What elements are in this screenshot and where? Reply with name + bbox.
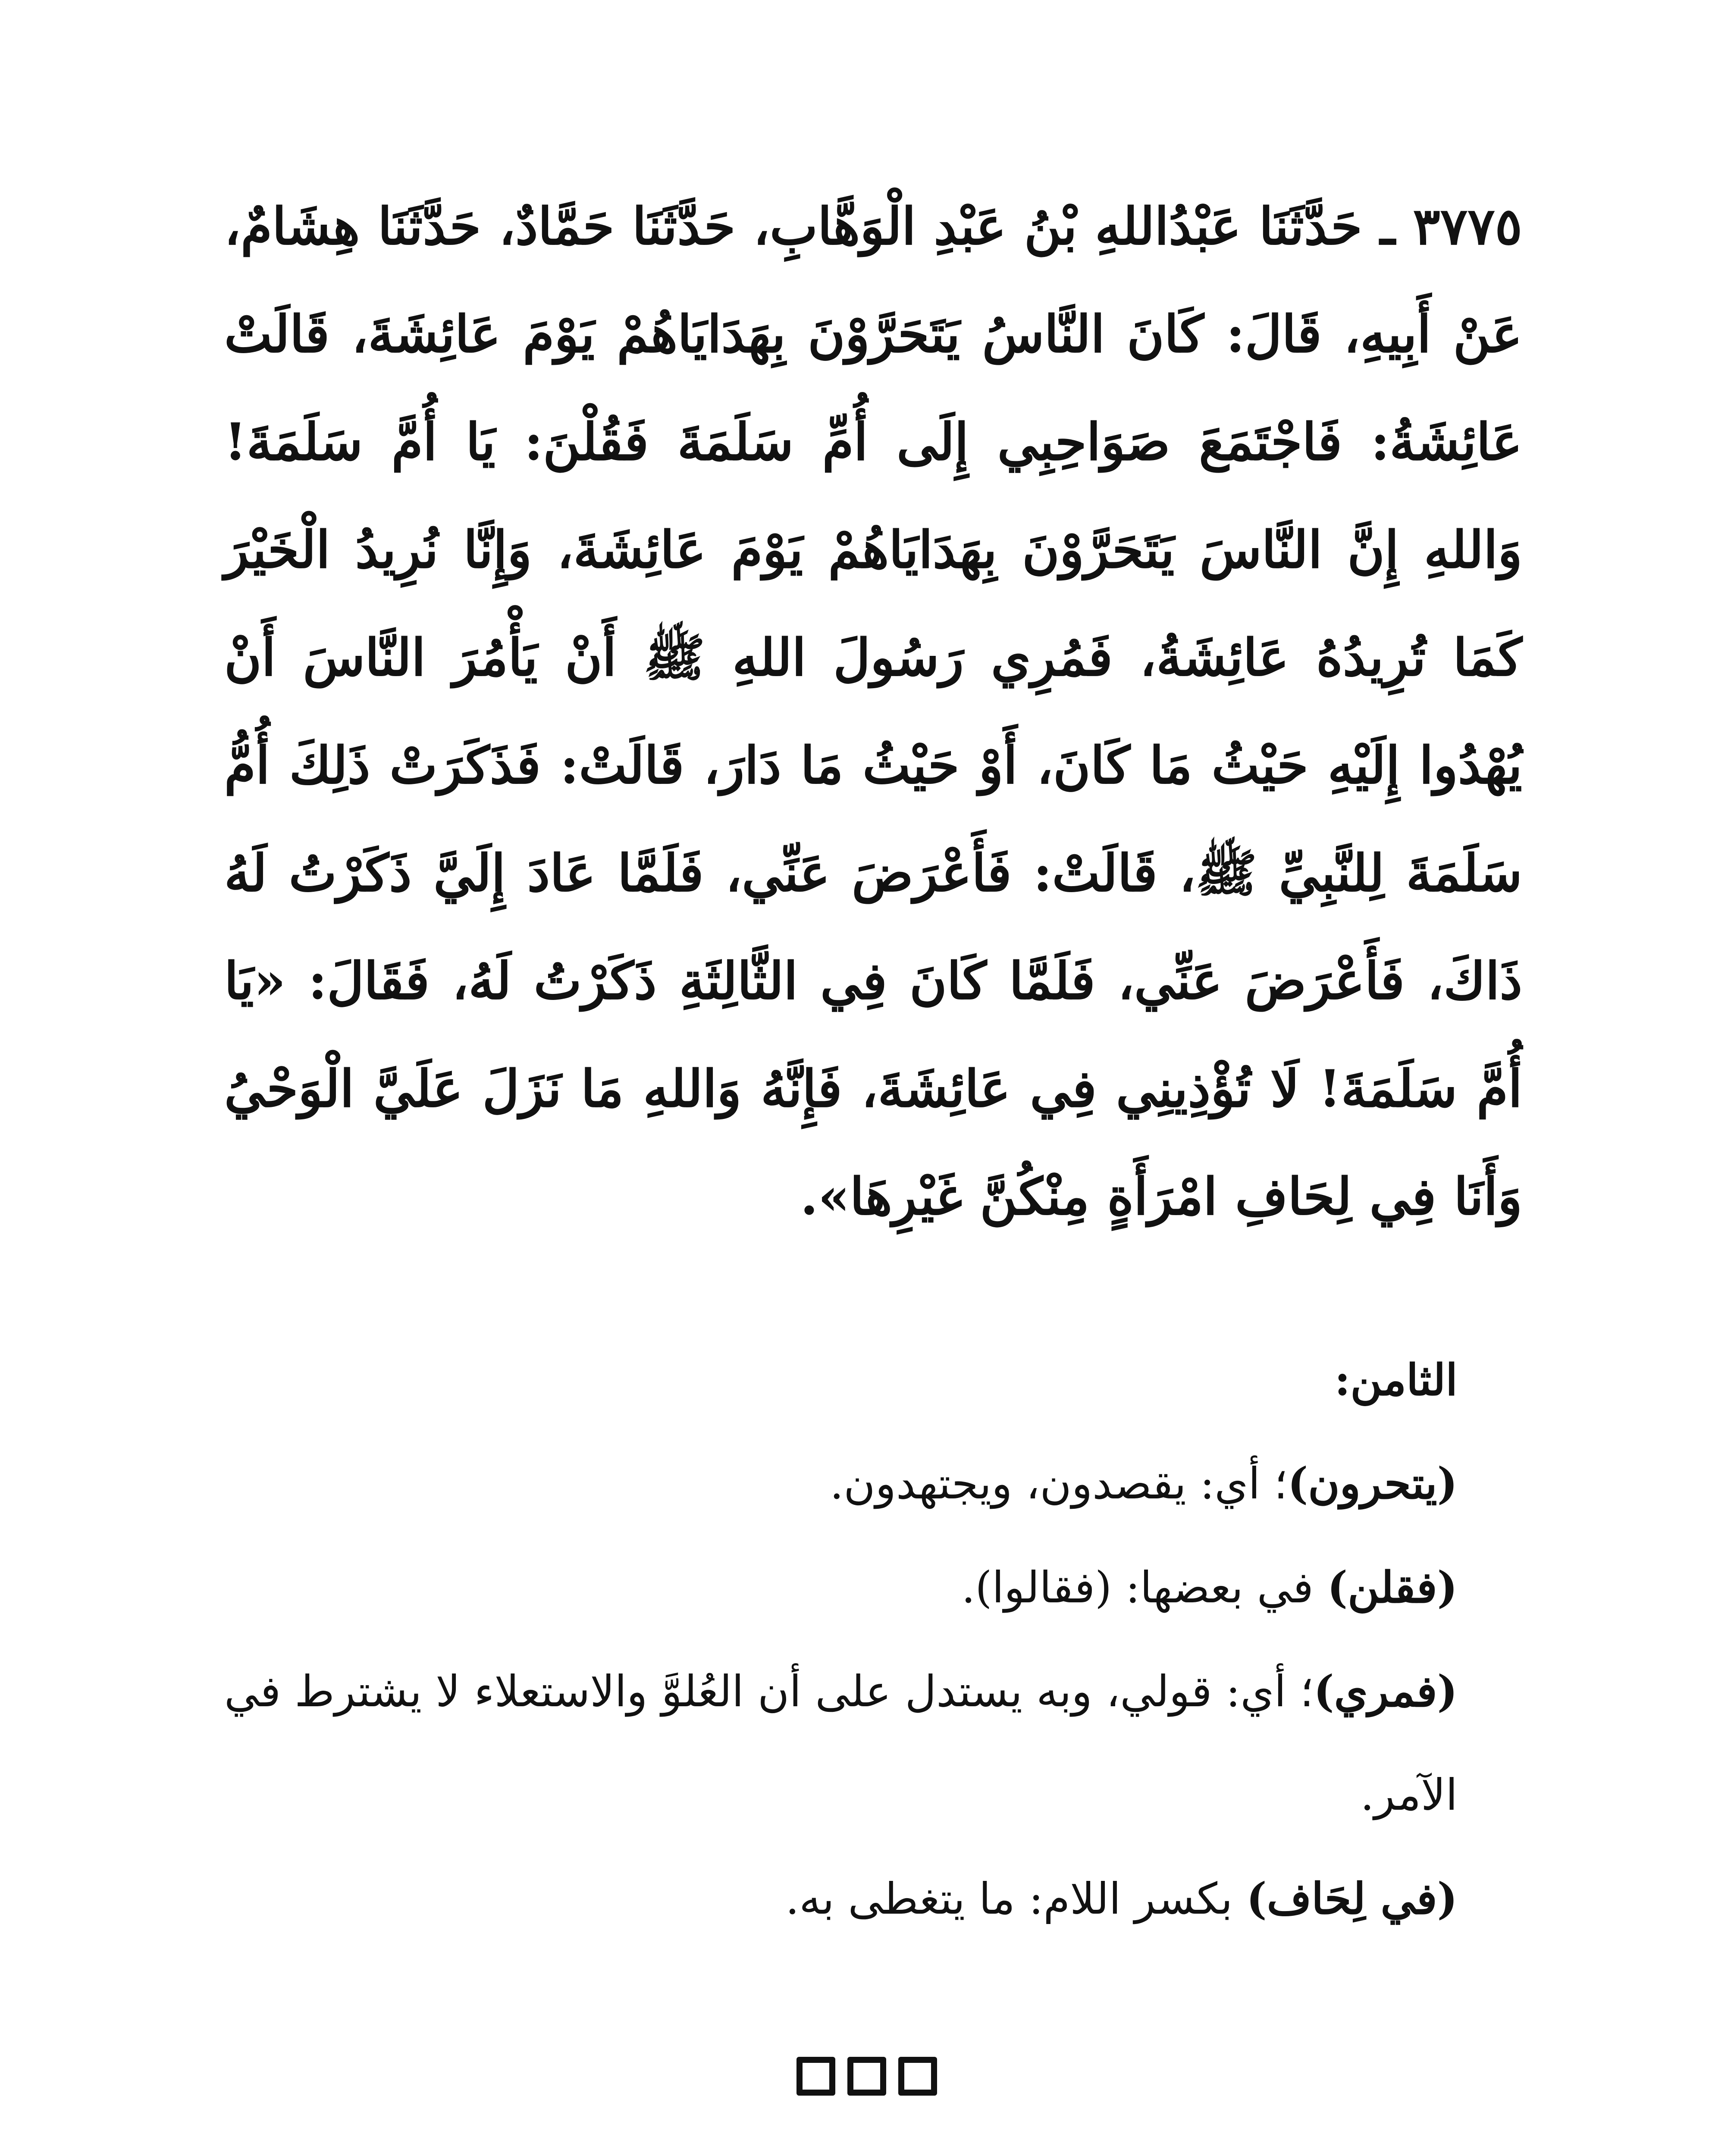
commentary-note [224, 1536, 1522, 1639]
note-term: (يتحرون) [1287, 1458, 1458, 1509]
note-body: ؛ أي: قولي، وبه يستدل على أن العُلوَّ والاستعلاء لا يشترط في الآمر. [224, 1666, 1458, 1820]
ornament-square-icon [847, 2057, 886, 2096]
ornament-square-icon [796, 2057, 835, 2096]
commentary-note [224, 1639, 1522, 1847]
ornament-square-icon [898, 2057, 937, 2096]
commentary-section [224, 1328, 1522, 1951]
commentary-note [224, 1432, 1522, 1536]
note-body: ؛ أي: يقصدون، ويجتهدون. [830, 1458, 1288, 1509]
hadith-text-block [224, 172, 1522, 1250]
note-term: (فمري) [1314, 1666, 1458, 1717]
commentary-note [224, 1847, 1522, 1951]
note-body: بكسر اللام: ما يتغطى به. [785, 1874, 1247, 1924]
note-term: (في لِحَاف) [1246, 1873, 1458, 1924]
commentary-heading: الثامن: [1334, 1354, 1458, 1405]
hadith-paragraph: ٣٧٧٥ ـ حَدَّثَنَا عَبْدُاللهِ بْنُ عَبْدِ الْوَهَّابِ، حَدَّثَنَا حَمَّادٌ، حَدَّثَنَا هِشَامٌ، عَنْ أَبِيهِ، قَالَ: كَانَ النَّاسُ يَتَحَرَّوْنَ بِهَدَايَاهُمْ يَوْمَ عَائِشَةَ، قَالَتْ عَائِشَةُ: فَاجْتَمَعَ صَوَاحِبِي إِلَى أُمِّ سَلَمَةَ فَقُلْنَ: يَا أُمَّ سَلَمَةَ! وَاللهِ إِنَّ النَّاسَ يَتَحَرَّوْنَ بِهَدَايَاهُمْ يَوْمَ عَائِشَةَ، وَإِنَّا نُرِيدُ الْخَيْرَ كَمَا تُرِيدُهُ عَائِشَةُ، فَمُرِي رَسُولَ اللهِ ﷺ أَنْ يَأْمُرَ النَّاسَ أَنْ يُهْدُوا إِلَيْهِ حَيْثُ مَا كَانَ، أَوْ حَيْثُ مَا دَارَ، قَالَتْ: فَذَكَرَتْ ذَلِكَ أُمُّ سَلَمَةَ لِلنَّبِيِّ ﷺ، قَالَتْ: فَأَعْرَضَ عَنِّي، فَلَمَّا عَادَ إِلَيَّ ذَكَرْتُ لَهُ ذَاكَ، فَأَعْرَضَ عَنِّي، فَلَمَّا كَانَ فِي الثَّالِثَةِ ذَكَرْتُ لَهُ، فَقَالَ: «يَا أُمَّ سَلَمَةَ! لَا تُؤْذِينِي فِي عَائِشَةَ، فَإِنَّهُ وَاللهِ مَا نَزَلَ عَلَيَّ الْوَحْيُ وَأَنَا فِي لِحَافِ امْرَأَةٍ مِنْكُنَّ غَيْرِهَا». [224, 196, 1522, 1226]
note-body: في بعضها: (فقالوا). [961, 1562, 1327, 1613]
section-end-ornament [781, 2057, 953, 2109]
note-term: (فقلن) [1327, 1562, 1458, 1613]
